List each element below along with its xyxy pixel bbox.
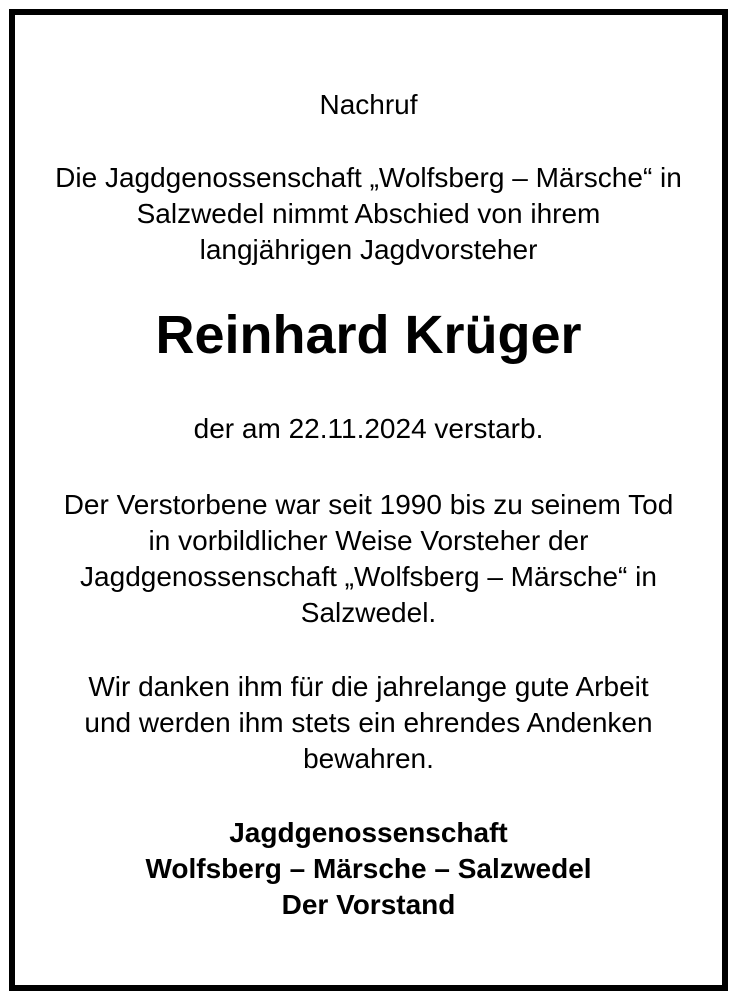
signature-line-2: Wolfsberg – Märsche – Salzwedel <box>145 853 592 884</box>
intro-line-2: Salzwedel nimmt Abschied von ihrem <box>136 198 601 229</box>
tribute-line-3: Jagdgenossenschaft „Wolfsberg – Märsche“ in <box>80 561 657 592</box>
thanks-line-3: bewahren. <box>303 743 434 774</box>
notice-heading: Nachruf <box>319 89 418 120</box>
thanks-line-1: Wir danken ihm für die jahrelange gute Arbeit <box>88 671 649 702</box>
obituary-notice <box>9 9 728 991</box>
signature-line-1: Jagdgenossenschaft <box>229 817 508 848</box>
deceased-name: Reinhard Krüger <box>155 305 582 365</box>
tribute-line-2: in vorbildlicher Weise Vorsteher der <box>148 525 589 556</box>
intro-line-3: langjährigen Jagdvorsteher <box>199 234 538 265</box>
death-date-line: der am 22.11.2024 verstarb. <box>193 413 544 444</box>
intro-line-1: Die Jagdgenossenschaft „Wolfsberg – Märsche“ in <box>55 162 682 193</box>
tribute-line-4: Salzwedel. <box>300 597 437 628</box>
signature-line-3: Der Vorstand <box>281 889 456 920</box>
tribute-line-1: Der Verstorbene war seit 1990 bis zu seinem Tod <box>63 489 674 520</box>
thanks-line-2: und werden ihm stets ein ehrendes Andenken <box>84 707 653 738</box>
